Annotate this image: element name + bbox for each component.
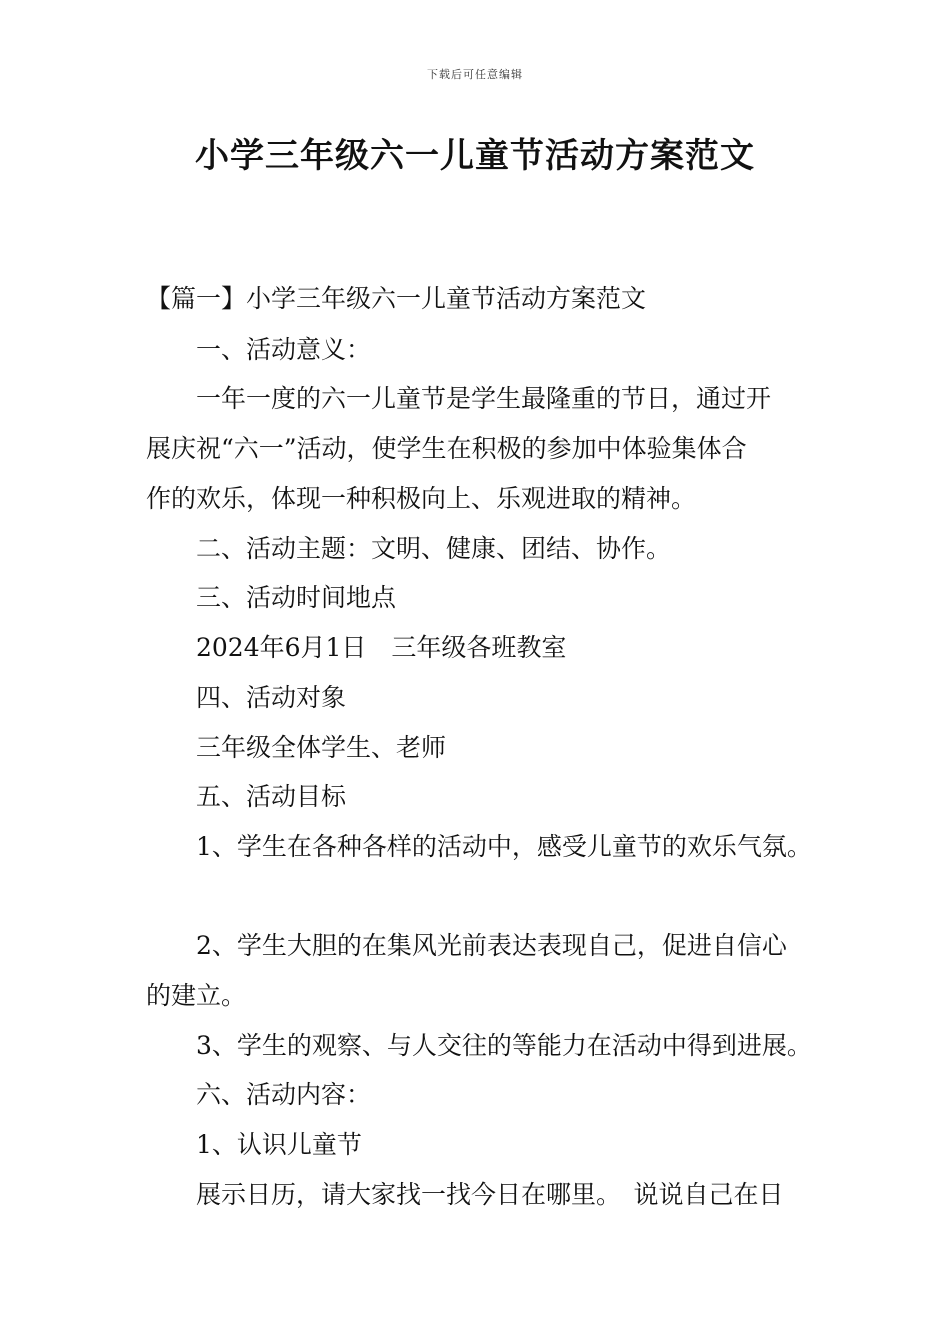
paragraph-line: 二、活动主题：文明、健康、团结、协作。 xyxy=(196,534,672,563)
paragraph-line: 作的欢乐，体现一种积极向上、乐观进取的精神。 xyxy=(146,484,697,513)
paragraph-line: 一、活动意义： xyxy=(196,335,372,364)
document-title: 小学三年级六一儿童节活动方案范文 xyxy=(195,136,755,176)
paragraph-line: 3、学生的观察、与人交往的等能力在活动中得到进展。 xyxy=(196,1031,812,1060)
paragraph-line: 的建立。 xyxy=(146,981,247,1010)
paragraph-line: 2、学生大胆的在集风光前表达表现自己，促进自信心 xyxy=(196,931,787,960)
paragraph-line: 四、活动对象 xyxy=(196,683,347,712)
paragraph-line: 三、活动时间地点 xyxy=(196,583,397,612)
paragraph-line: 1、学生在各种各样的活动中，感受儿童节的欢乐气氛。 xyxy=(196,832,812,861)
paragraph-line: 三年级全体学生、老师 xyxy=(196,733,447,762)
paragraph-line: 一年一度的六一儿童节是学生最隆重的节日，通过开 xyxy=(196,384,772,413)
section-heading: 【篇一】小学三年级六一儿童节活动方案范文 xyxy=(146,284,647,313)
paragraph-line: 展示日历，请大家找一找今日在哪里。 说说自己在日 xyxy=(196,1180,784,1209)
paragraph-line: 五、活动目标 xyxy=(196,782,347,811)
paragraph-line: 展庆祝“六一”活动，使学生在积极的参加中体验集体合 xyxy=(146,434,747,463)
paragraph-line: 2024年6月1日 三年级各班教室 xyxy=(196,633,567,662)
paragraph-line: 1、认识儿童节 xyxy=(196,1130,362,1159)
header-note: 下载后可任意编辑 xyxy=(427,68,523,81)
paragraph-line: 六、活动内容： xyxy=(196,1080,372,1109)
